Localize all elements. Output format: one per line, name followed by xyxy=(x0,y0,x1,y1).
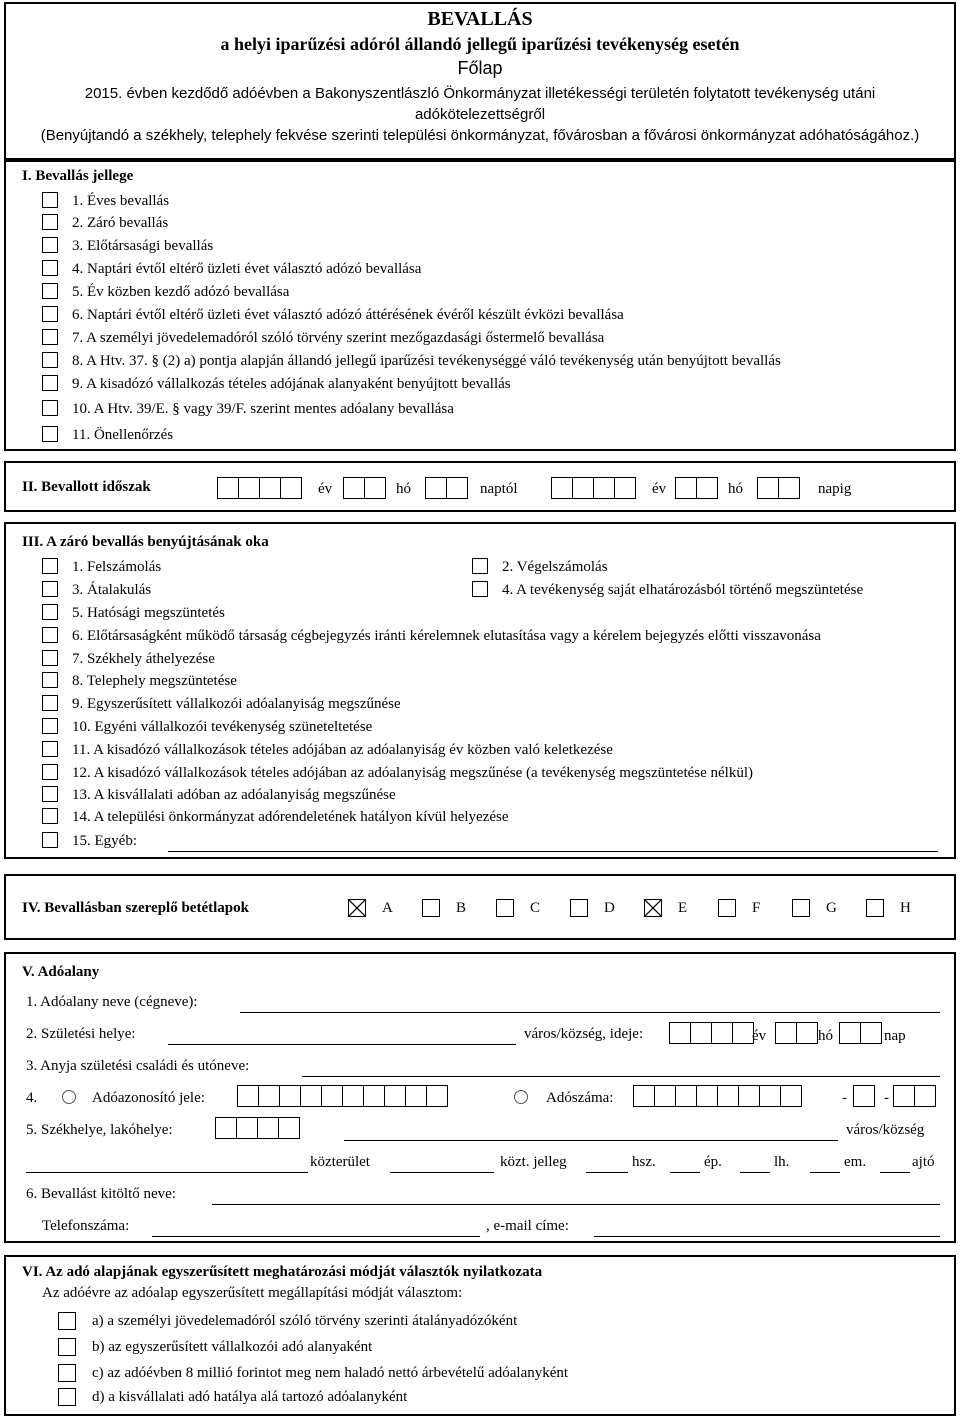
list-item xyxy=(6,375,954,395)
checkbox[interactable] xyxy=(42,581,58,597)
filler-name-label: 6. Bevallást kitöltő neve: xyxy=(26,1186,176,1202)
tax-number-radio[interactable] xyxy=(514,1090,528,1104)
section-3-box xyxy=(4,522,956,859)
sheet-h-checkbox[interactable] xyxy=(866,899,884,917)
list-item xyxy=(6,786,954,806)
list-item-label: 4. Naptári évtől eltérő üzleti évet választó adózó bevallása xyxy=(72,261,422,277)
checkbox[interactable] xyxy=(42,604,58,620)
list-item-label: 9. A kisadózó vállalkozás tételes adójának alanyaként benyújtott bevallás xyxy=(72,376,511,392)
list-item xyxy=(6,650,954,670)
sheet-h-label: H xyxy=(900,900,911,916)
birthplace-label: 2. Születési helye: xyxy=(26,1026,136,1042)
postal-code-boxes[interactable] xyxy=(216,1117,300,1139)
period-start-month-label: hó xyxy=(396,481,411,497)
list-item-label: a) a személyi jövedelemadóról szóló törvény szerinti átalányadózóként xyxy=(92,1313,518,1329)
street-type-label: közt. jelleg xyxy=(500,1154,567,1170)
sheet-g-checkbox[interactable] xyxy=(792,899,810,917)
list-item-label: 11. A kisadózó vállalkozások tételes adójában az adóalanyiság év közben való keletkezése xyxy=(72,742,613,758)
list-item xyxy=(6,741,954,761)
list-item-label: 6. Naptári évtől eltérő üzleti évet választó adózó áttérésének évéről készült évközi bevallása xyxy=(72,307,624,323)
checkbox[interactable] xyxy=(42,672,58,688)
list-item xyxy=(6,283,954,303)
list-item-label: 9. Egyszerűsített vállalkozói adóalanyiság megszűnése xyxy=(72,696,401,712)
email-field[interactable] xyxy=(594,1236,940,1237)
birth-month-label: hó xyxy=(818,1028,833,1044)
list-item-label: 15. Egyéb: xyxy=(72,833,137,849)
checkbox[interactable] xyxy=(42,375,58,391)
header-box xyxy=(4,2,956,160)
email-label: , e-mail címe: xyxy=(486,1218,569,1234)
list-item-label: 10. Egyéni vállalkozói tevékenység szüneteltetése xyxy=(72,719,373,735)
list-item-label: 8. A Htv. 37. § (2) a) pontja alapján állandó jellegű iparűzési tevékenységgé váló tevékenység után benyújtott bevallás xyxy=(72,353,781,369)
other-reason-field[interactable] xyxy=(168,851,938,852)
period-start-year-label: év xyxy=(318,481,333,497)
section-5-box xyxy=(4,952,956,1243)
period-start-day[interactable] xyxy=(426,477,468,499)
page-label: Főlap xyxy=(457,58,503,78)
building-field[interactable] xyxy=(670,1172,700,1173)
list-item-label: d) a kisvállalati adó hatálya alá tartozó adóalanyként xyxy=(92,1389,408,1405)
checkbox[interactable] xyxy=(58,1338,76,1356)
staircase-field[interactable] xyxy=(740,1172,770,1173)
tax-number-dash-2: - xyxy=(884,1090,889,1106)
sheet-f-label: F xyxy=(752,900,761,916)
section-2-title: II. Bevallott időszak xyxy=(22,479,151,495)
list-item-label: 14. A települési önkormányzat adórendeletének hatályon kívül helyezése xyxy=(72,809,509,825)
list-item-label: 11. Önellenőrzés xyxy=(72,427,174,443)
mother-name-field[interactable] xyxy=(302,1076,940,1077)
list-item xyxy=(6,832,954,852)
period-start-day-label: naptól xyxy=(480,481,518,497)
section-1-title: I. Bevallás jellege xyxy=(22,168,134,184)
checkbox[interactable] xyxy=(42,192,58,208)
sheet-d-label: D xyxy=(604,900,615,916)
list-item xyxy=(6,306,954,326)
period-end-year-label: év xyxy=(652,481,667,497)
sheet-c-label: C xyxy=(530,900,541,916)
list-item-label: 4. A tevékenység saját elhatározásból történő megszüntetése xyxy=(502,582,864,598)
list-item-label: 8. Telephely megszüntetése xyxy=(72,673,237,689)
list-item xyxy=(6,214,954,234)
list-item-label: 1. Éves bevallás xyxy=(72,193,170,209)
sheet-e-label: E xyxy=(678,900,688,916)
list-item xyxy=(6,627,954,647)
checkbox[interactable] xyxy=(58,1388,76,1406)
checkbox[interactable] xyxy=(472,558,488,574)
checkbox[interactable] xyxy=(42,283,58,299)
checkbox[interactable] xyxy=(42,352,58,368)
checkbox[interactable] xyxy=(58,1364,76,1382)
checkbox[interactable] xyxy=(42,400,58,416)
header-line2: adókötelezettségről xyxy=(414,106,546,123)
sheet-g-label: G xyxy=(826,900,837,916)
mother-name-label: 3. Anyja születési családi és utóneve: xyxy=(26,1058,250,1074)
taxpayer-name-field[interactable] xyxy=(240,1012,940,1013)
period-start-year[interactable] xyxy=(218,477,302,499)
phone-label: Telefonszáma: xyxy=(42,1218,130,1234)
sheet-c-checkbox[interactable] xyxy=(496,899,514,917)
checkbox[interactable] xyxy=(42,718,58,734)
phone-field[interactable] xyxy=(152,1236,480,1237)
list-item xyxy=(6,192,954,212)
checkbox[interactable] xyxy=(42,808,58,824)
birth-month-boxes[interactable] xyxy=(776,1022,818,1044)
birth-day-boxes[interactable] xyxy=(840,1022,882,1044)
staircase-label: lh. xyxy=(774,1154,790,1170)
list-item xyxy=(6,237,954,257)
checkbox[interactable] xyxy=(42,306,58,322)
seat-label: 5. Székhelye, lakóhelye: xyxy=(26,1122,173,1138)
list-item-label: c) az adóévben 8 millió forintot meg nem haladó nettó árbevételű adóalanyként xyxy=(92,1365,569,1381)
list-item-label: 13. A kisvállalati adóban az adóalanyiság megszűnése xyxy=(72,787,396,803)
list-item xyxy=(6,400,954,420)
door-label: ajtó xyxy=(912,1154,935,1170)
street-field[interactable] xyxy=(26,1172,308,1173)
checkbox[interactable] xyxy=(42,558,58,574)
sheet-e-checkbox[interactable] xyxy=(644,899,662,917)
list-item xyxy=(6,352,954,372)
list-item xyxy=(6,604,954,624)
checkbox[interactable] xyxy=(42,627,58,643)
tax-id-radio[interactable] xyxy=(62,1090,76,1104)
period-start-month[interactable] xyxy=(344,477,386,499)
door-field[interactable] xyxy=(880,1172,910,1173)
section-6-box xyxy=(4,1255,956,1416)
birth-day-label: nap xyxy=(884,1028,906,1044)
list-item xyxy=(6,718,954,738)
section-2-box xyxy=(4,461,956,512)
tax-number-boxes[interactable] xyxy=(634,1085,802,1107)
checkbox[interactable] xyxy=(42,426,58,442)
list-item-label: 10. A Htv. 39/E. § vagy 39/F. szerint mentes adóalany bevallása xyxy=(72,401,454,417)
building-label: ép. xyxy=(704,1154,722,1170)
form-title: BEVALLÁS xyxy=(427,8,533,30)
tax-number-dash-1: - xyxy=(842,1090,847,1106)
list-item xyxy=(6,695,954,715)
list-item-label: 3. Átalakulás xyxy=(72,582,152,598)
checkbox[interactable] xyxy=(58,1312,76,1330)
sheet-b-checkbox[interactable] xyxy=(422,899,440,917)
checkbox[interactable] xyxy=(42,764,58,780)
field-4-number: 4. xyxy=(26,1090,38,1106)
header-line3: (Benyújtandó a székhely, telephely fekvése szerinti települési önkormányzat, fővárosban a fővárosi önkormányzat adóhatóságához.) xyxy=(40,127,920,144)
street-label: közterület xyxy=(310,1154,370,1170)
list-item-label: 5. Hatósági megszüntetés xyxy=(72,605,225,621)
birth-year-boxes[interactable] xyxy=(670,1022,754,1044)
sheet-d-checkbox[interactable] xyxy=(570,899,588,917)
header-line1: 2015. évben kezdődő adóévben a Bakonyszentlászló Önkormányzat illetékességi területén folytatott tevékenység utáni xyxy=(84,85,876,102)
house-number-label: hsz. xyxy=(632,1154,656,1170)
section-1-box xyxy=(4,160,956,451)
period-end-month-label: hó xyxy=(728,481,743,497)
section-4-box xyxy=(4,874,956,940)
period-end-year[interactable] xyxy=(552,477,636,499)
checkbox[interactable] xyxy=(42,260,58,276)
list-item-label: 5. Év közben kezdő adózó bevallása xyxy=(72,284,290,300)
list-item xyxy=(6,672,954,692)
section-4-title: IV. Bevallásban szereplő betétlapok xyxy=(22,900,249,916)
birthplace-field[interactable] xyxy=(168,1044,516,1045)
city-field[interactable] xyxy=(344,1140,838,1141)
floor-label: em. xyxy=(844,1154,867,1170)
checkbox[interactable] xyxy=(42,650,58,666)
list-item xyxy=(6,329,954,349)
checkbox[interactable] xyxy=(42,695,58,711)
list-item xyxy=(6,808,954,828)
tax-id-label: Adóazonosító jele: xyxy=(92,1090,205,1106)
sheet-a-label: A xyxy=(382,900,393,916)
list-item xyxy=(6,426,954,446)
city-label: város/község xyxy=(846,1122,925,1138)
form-subtitle: a helyi iparűzési adóról állandó jellegű iparűzési tevékenység esetén xyxy=(220,34,740,54)
tax-number-vat-box[interactable] xyxy=(854,1085,875,1107)
list-item xyxy=(6,260,954,280)
list-item-label: 7. Székhely áthelyezése xyxy=(72,651,215,667)
list-item-label: 3. Előtársasági bevallás xyxy=(72,238,214,254)
checkbox[interactable] xyxy=(472,581,488,597)
list-item-label: b) az egyszerűsített vállalkozói adó alanyaként xyxy=(92,1339,373,1355)
checkbox[interactable] xyxy=(42,237,58,253)
section-5-title: V. Adóalany xyxy=(22,964,100,980)
section-6-title: VI. Az adó alapjának egyszerűsített meghatározási módját választók nyilatkozata xyxy=(22,1264,543,1280)
sheet-b-label: B xyxy=(456,900,467,916)
tax-number-label: Adószáma: xyxy=(546,1090,614,1106)
birth-year-label: év xyxy=(752,1028,767,1044)
checkbox[interactable] xyxy=(42,329,58,345)
section-3-title: III. A záró bevallás benyújtásának oka xyxy=(22,534,269,550)
birthdate-label: város/község, ideje: xyxy=(524,1026,644,1042)
checkbox[interactable] xyxy=(42,832,58,848)
list-item-label: 2. Végelszámolás xyxy=(502,559,608,575)
period-end-month[interactable] xyxy=(676,477,718,499)
checkbox[interactable] xyxy=(42,786,58,802)
street-type-field[interactable] xyxy=(390,1172,494,1173)
list-item xyxy=(6,764,954,784)
floor-field[interactable] xyxy=(810,1172,840,1173)
house-number-field[interactable] xyxy=(586,1172,628,1173)
list-item-label: 6. Előtársaságként működő társaság cégbejegyzés iránti kérelemnek elutasítása vagy a kérelem bejegyzés előtti visszavonása xyxy=(72,628,821,644)
sheet-a-checkbox[interactable] xyxy=(348,899,366,917)
list-item-label: 12. A kisadózó vállalkozások tételes adójában az adóalanyiság megszűnése (a tevékenység megszüntetése nélkül) xyxy=(72,765,754,781)
list-item-label: 2. Záró bevallás xyxy=(72,215,169,231)
checkbox[interactable] xyxy=(42,741,58,757)
tax-number-county-boxes[interactable] xyxy=(894,1085,936,1107)
list-item-label: 1. Felszámolás xyxy=(72,559,162,575)
list-item-label: 7. A személyi jövedelemadóról szóló törvény szerint mezőgazdasági őstermelő bevallása xyxy=(72,330,605,346)
section-6-intro: Az adóévre az adóalap egyszerűsített megállapítási módját választom: xyxy=(42,1285,463,1301)
tax-id-boxes[interactable] xyxy=(238,1085,448,1107)
filler-name-field[interactable] xyxy=(212,1204,940,1205)
period-end-day-label: napig xyxy=(818,481,852,497)
taxpayer-name-label: 1. Adóalany neve (cégneve): xyxy=(26,994,198,1010)
period-end-day[interactable] xyxy=(758,477,800,499)
sheet-f-checkbox[interactable] xyxy=(718,899,736,917)
checkbox[interactable] xyxy=(42,214,58,230)
